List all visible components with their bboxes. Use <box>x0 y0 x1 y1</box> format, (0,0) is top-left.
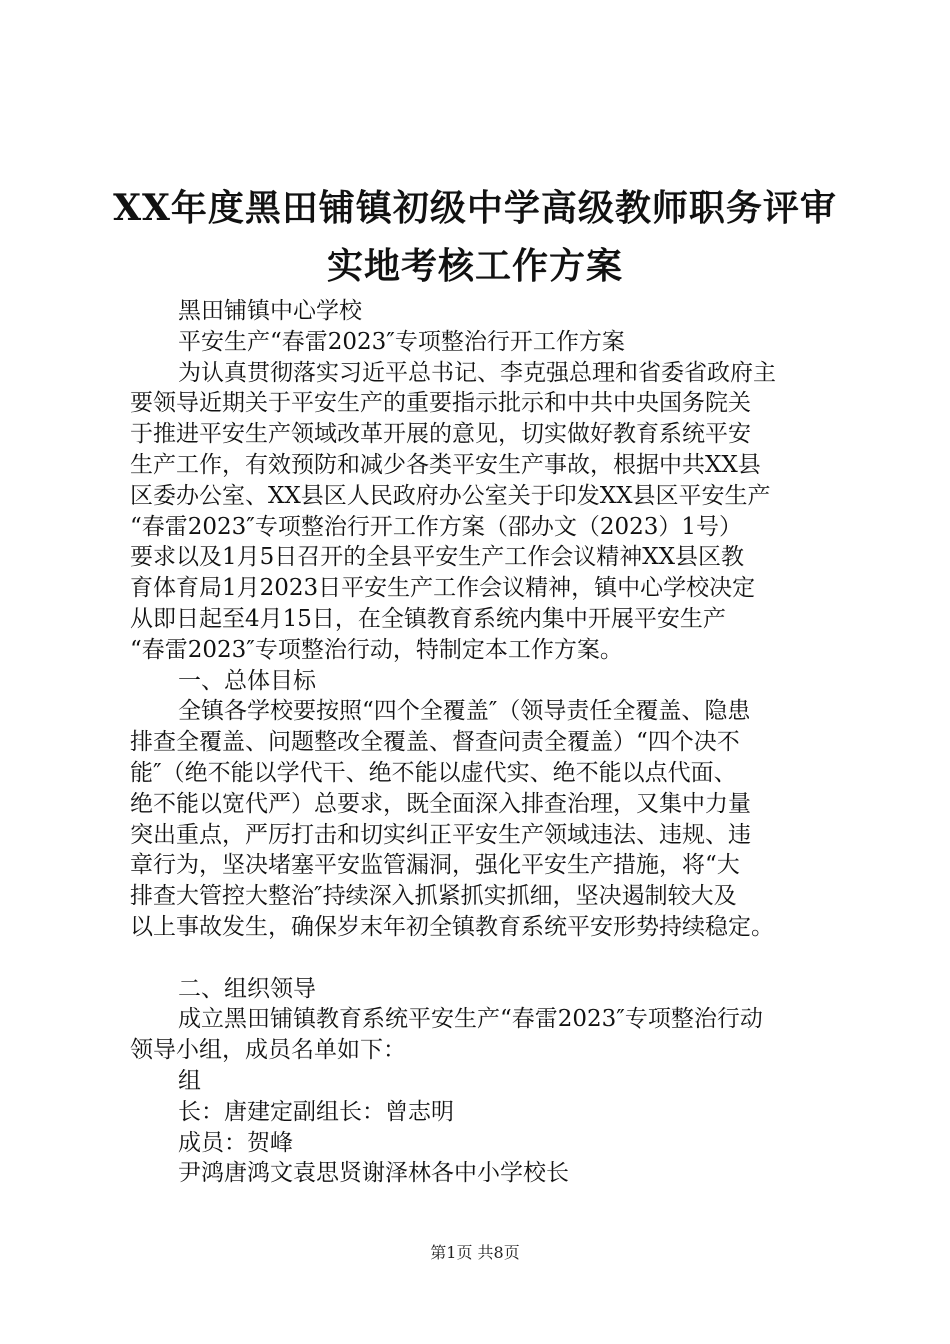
paragraph-line: 排查大管控大整治″持续深入抓紧抓实抓细，坚决遏制较大及 <box>130 883 737 910</box>
paragraph-line: 领导小组，成员名单如下： <box>130 1037 406 1064</box>
paragraph-line: 章行为，坚决堵塞平安监管漏洞，强化平安生产措施，将“大 <box>130 852 740 879</box>
paragraph-line: 为认真贯彻落实习近平总书记、李克强总理和省委省政府主 <box>178 359 776 386</box>
page-number-footer: 第1页 共8页 <box>430 1243 520 1262</box>
paragraph-line: 排查全覆盖、问题整改全覆盖、督查问责全覆盖）“四个决不 <box>130 729 740 756</box>
paragraph-line: 于推进平安生产领域改革开展的意见，切实做好教育系统平安 <box>130 421 751 448</box>
paragraph-line: 能″（绝不能以学代干、绝不能以虚代实、绝不能以点代面、 <box>130 759 737 786</box>
paragraph-line: 突出重点，严厉打击和切实纠正平安生产领域违法、违规、违 <box>130 821 751 848</box>
paragraph-line: 成员：贺峰 <box>178 1129 293 1156</box>
paragraph-line: 区委办公室、XX县区人民政府办公室关于印发XX县区平安生产 <box>130 482 771 509</box>
paragraph-line: 从即日起至4月15日，在全镇教育系统内集中开展平安生产 <box>130 605 726 632</box>
paragraph-line: 平安生产“春雷2023″专项整治行开工作方案 <box>178 328 625 355</box>
paragraph-line: 成立黑田铺镇教育系统平安生产“春雷2023″专项整治行动 <box>178 1006 763 1033</box>
paragraph-line: 组 <box>178 1067 201 1094</box>
paragraph-line: 长：唐建定副组长：曾志明 <box>178 1098 454 1125</box>
section-heading: 一、总体目标 <box>178 667 316 694</box>
document-title-line-2: 实地考核工作方案 <box>326 245 623 287</box>
paragraph-line: 要领导近期关于平安生产的重要指示批示和中共中央国务院关 <box>130 390 751 417</box>
document-body <box>130 296 846 1189</box>
paragraph-line: 生产工作，有效预防和减少各类平安生产事故，根据中共XX县 <box>130 451 761 478</box>
paragraph-line: 绝不能以宽代严）总要求，既全面深入排查治理，又集中力量 <box>130 790 751 817</box>
section-heading: 二、组织领导 <box>178 975 316 1002</box>
paragraph-line: 育体育局1月2023日平安生产工作会议精神，镇中心学校决定 <box>130 575 756 602</box>
paragraph-line: “春雷2023″专项整治行动，特制定本工作方案。 <box>130 636 623 663</box>
blank-line <box>130 943 846 974</box>
paragraph-line: 黑田铺镇中心学校 <box>178 298 362 324</box>
paragraph-line: “春雷2023″专项整治行开工作方案（邵办文（2023）1号） <box>130 513 743 540</box>
paragraph-line: 全镇各学校要按照“四个全覆盖″（领导责任全覆盖、隐患 <box>178 698 751 725</box>
paragraph-line: 尹鸿唐鸿文袁思贤谢泽林各中小学校长 <box>178 1160 569 1187</box>
document-title-line-1: XX年度黑田铺镇初级中学高级教师职务评审 <box>113 187 837 229</box>
paragraph-line: 要求以及1月5日召开的全县平安生产工作会议精神XX县区教 <box>130 544 745 571</box>
paragraph-line: 以上事故发生，确保岁末年初全镇教育系统平安形势持续稳定。 <box>130 913 774 940</box>
